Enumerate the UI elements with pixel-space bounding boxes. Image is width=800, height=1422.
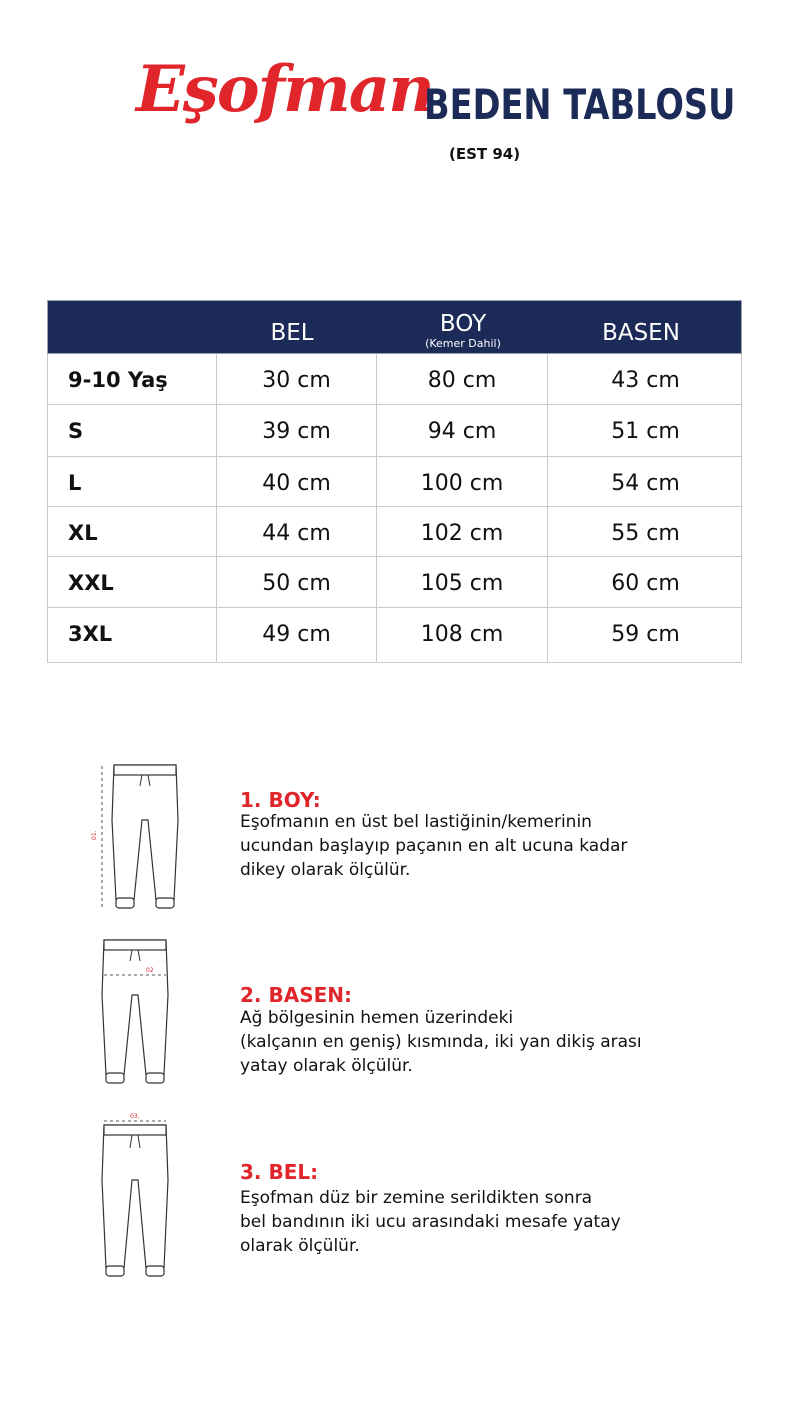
- basen-cell: 60 cm: [547, 557, 743, 607]
- pants-basen-diagram-icon: [90, 935, 190, 1095]
- size-cell: 3XL: [68, 622, 113, 646]
- guide-line: Ağ bölgesinin hemen üzerindeki: [240, 1008, 514, 1028]
- guide-line: ucundan başlayıp paçanın en alt ucuna kadar: [240, 836, 628, 856]
- table-body: [47, 354, 742, 663]
- boy-cell: 100 cm: [376, 457, 547, 506]
- size-table: [47, 300, 742, 663]
- table-row: [47, 354, 742, 405]
- guide-line: (kalçanın en geniş) kısmında, iki yan dikiş arası: [240, 1032, 642, 1052]
- guide-line: dikey olarak ölçülür.: [240, 860, 411, 880]
- size-cell: XL: [68, 521, 98, 545]
- guide-line: bel bandının iki ucu arasındaki mesafe yatay: [240, 1212, 621, 1232]
- table-row: [47, 457, 742, 507]
- page-subtitle: (EST 94): [449, 145, 521, 163]
- bel-cell: 50 cm: [216, 557, 376, 607]
- guide-title: 2. BASEN:: [240, 983, 353, 1007]
- guide-title: 1. BOY:: [240, 788, 321, 812]
- basen-cell: 51 cm: [547, 405, 743, 456]
- basen-cell: 59 cm: [547, 608, 743, 662]
- basen-cell: 55 cm: [547, 507, 743, 556]
- bel-cell: 30 cm: [216, 354, 376, 404]
- guide-line: yatay olarak ölçülür.: [240, 1056, 413, 1076]
- pants-boy-diagram-icon: [90, 760, 190, 920]
- boy-cell: 102 cm: [376, 507, 547, 556]
- guide-description: [240, 1006, 642, 1078]
- boy-cell: 105 cm: [376, 557, 547, 607]
- guide-line: olarak ölçülür.: [240, 1236, 360, 1256]
- bel-cell: 49 cm: [216, 608, 376, 662]
- table-header: [47, 300, 742, 354]
- boy-cell: 80 cm: [376, 354, 547, 404]
- size-cell: XXL: [68, 571, 114, 595]
- basen-cell: 54 cm: [547, 457, 743, 506]
- table-row: [47, 608, 742, 663]
- size-cell: 9-10 Yaş: [68, 368, 168, 392]
- guide-line: Eşofman düz bir zemine serildikten sonra: [240, 1188, 593, 1208]
- basen-cell: 43 cm: [547, 354, 743, 404]
- boy-cell: 94 cm: [376, 405, 547, 456]
- guide-description: [240, 810, 627, 882]
- column-header-bel: BEL: [270, 320, 314, 346]
- basen-marker: 02: [146, 967, 154, 974]
- table-row: [47, 405, 742, 457]
- boy-cell: 108 cm: [376, 608, 547, 662]
- column-header-boy: BOY: [439, 311, 487, 337]
- bel-cell: 40 cm: [216, 457, 376, 506]
- column-header-basen: BASEN: [602, 320, 680, 346]
- boy-marker: 01.: [91, 830, 98, 840]
- guide-basen: [0, 935, 800, 1095]
- pants-bel-diagram-icon: [90, 1110, 190, 1290]
- brand-logo: Eşofman: [136, 52, 433, 127]
- page-title: BEDEN TABLOSU: [424, 80, 736, 129]
- guide-line: Eşofmanın en üst bel lastiğinin/kemerinin: [240, 812, 592, 832]
- size-cell: L: [68, 471, 82, 495]
- bel-cell: 44 cm: [216, 507, 376, 556]
- guide-boy: [0, 760, 800, 920]
- table-row: [47, 507, 742, 557]
- column-header-boy-note: (Kemer Dahil): [425, 337, 501, 350]
- guide-bel: [0, 1110, 800, 1290]
- size-cell: S: [68, 419, 84, 443]
- guide-description: [240, 1186, 621, 1258]
- bel-marker: 03.: [130, 1113, 140, 1120]
- bel-cell: 39 cm: [216, 405, 376, 456]
- table-row: [47, 557, 742, 608]
- guide-title: 3. BEL:: [240, 1160, 319, 1184]
